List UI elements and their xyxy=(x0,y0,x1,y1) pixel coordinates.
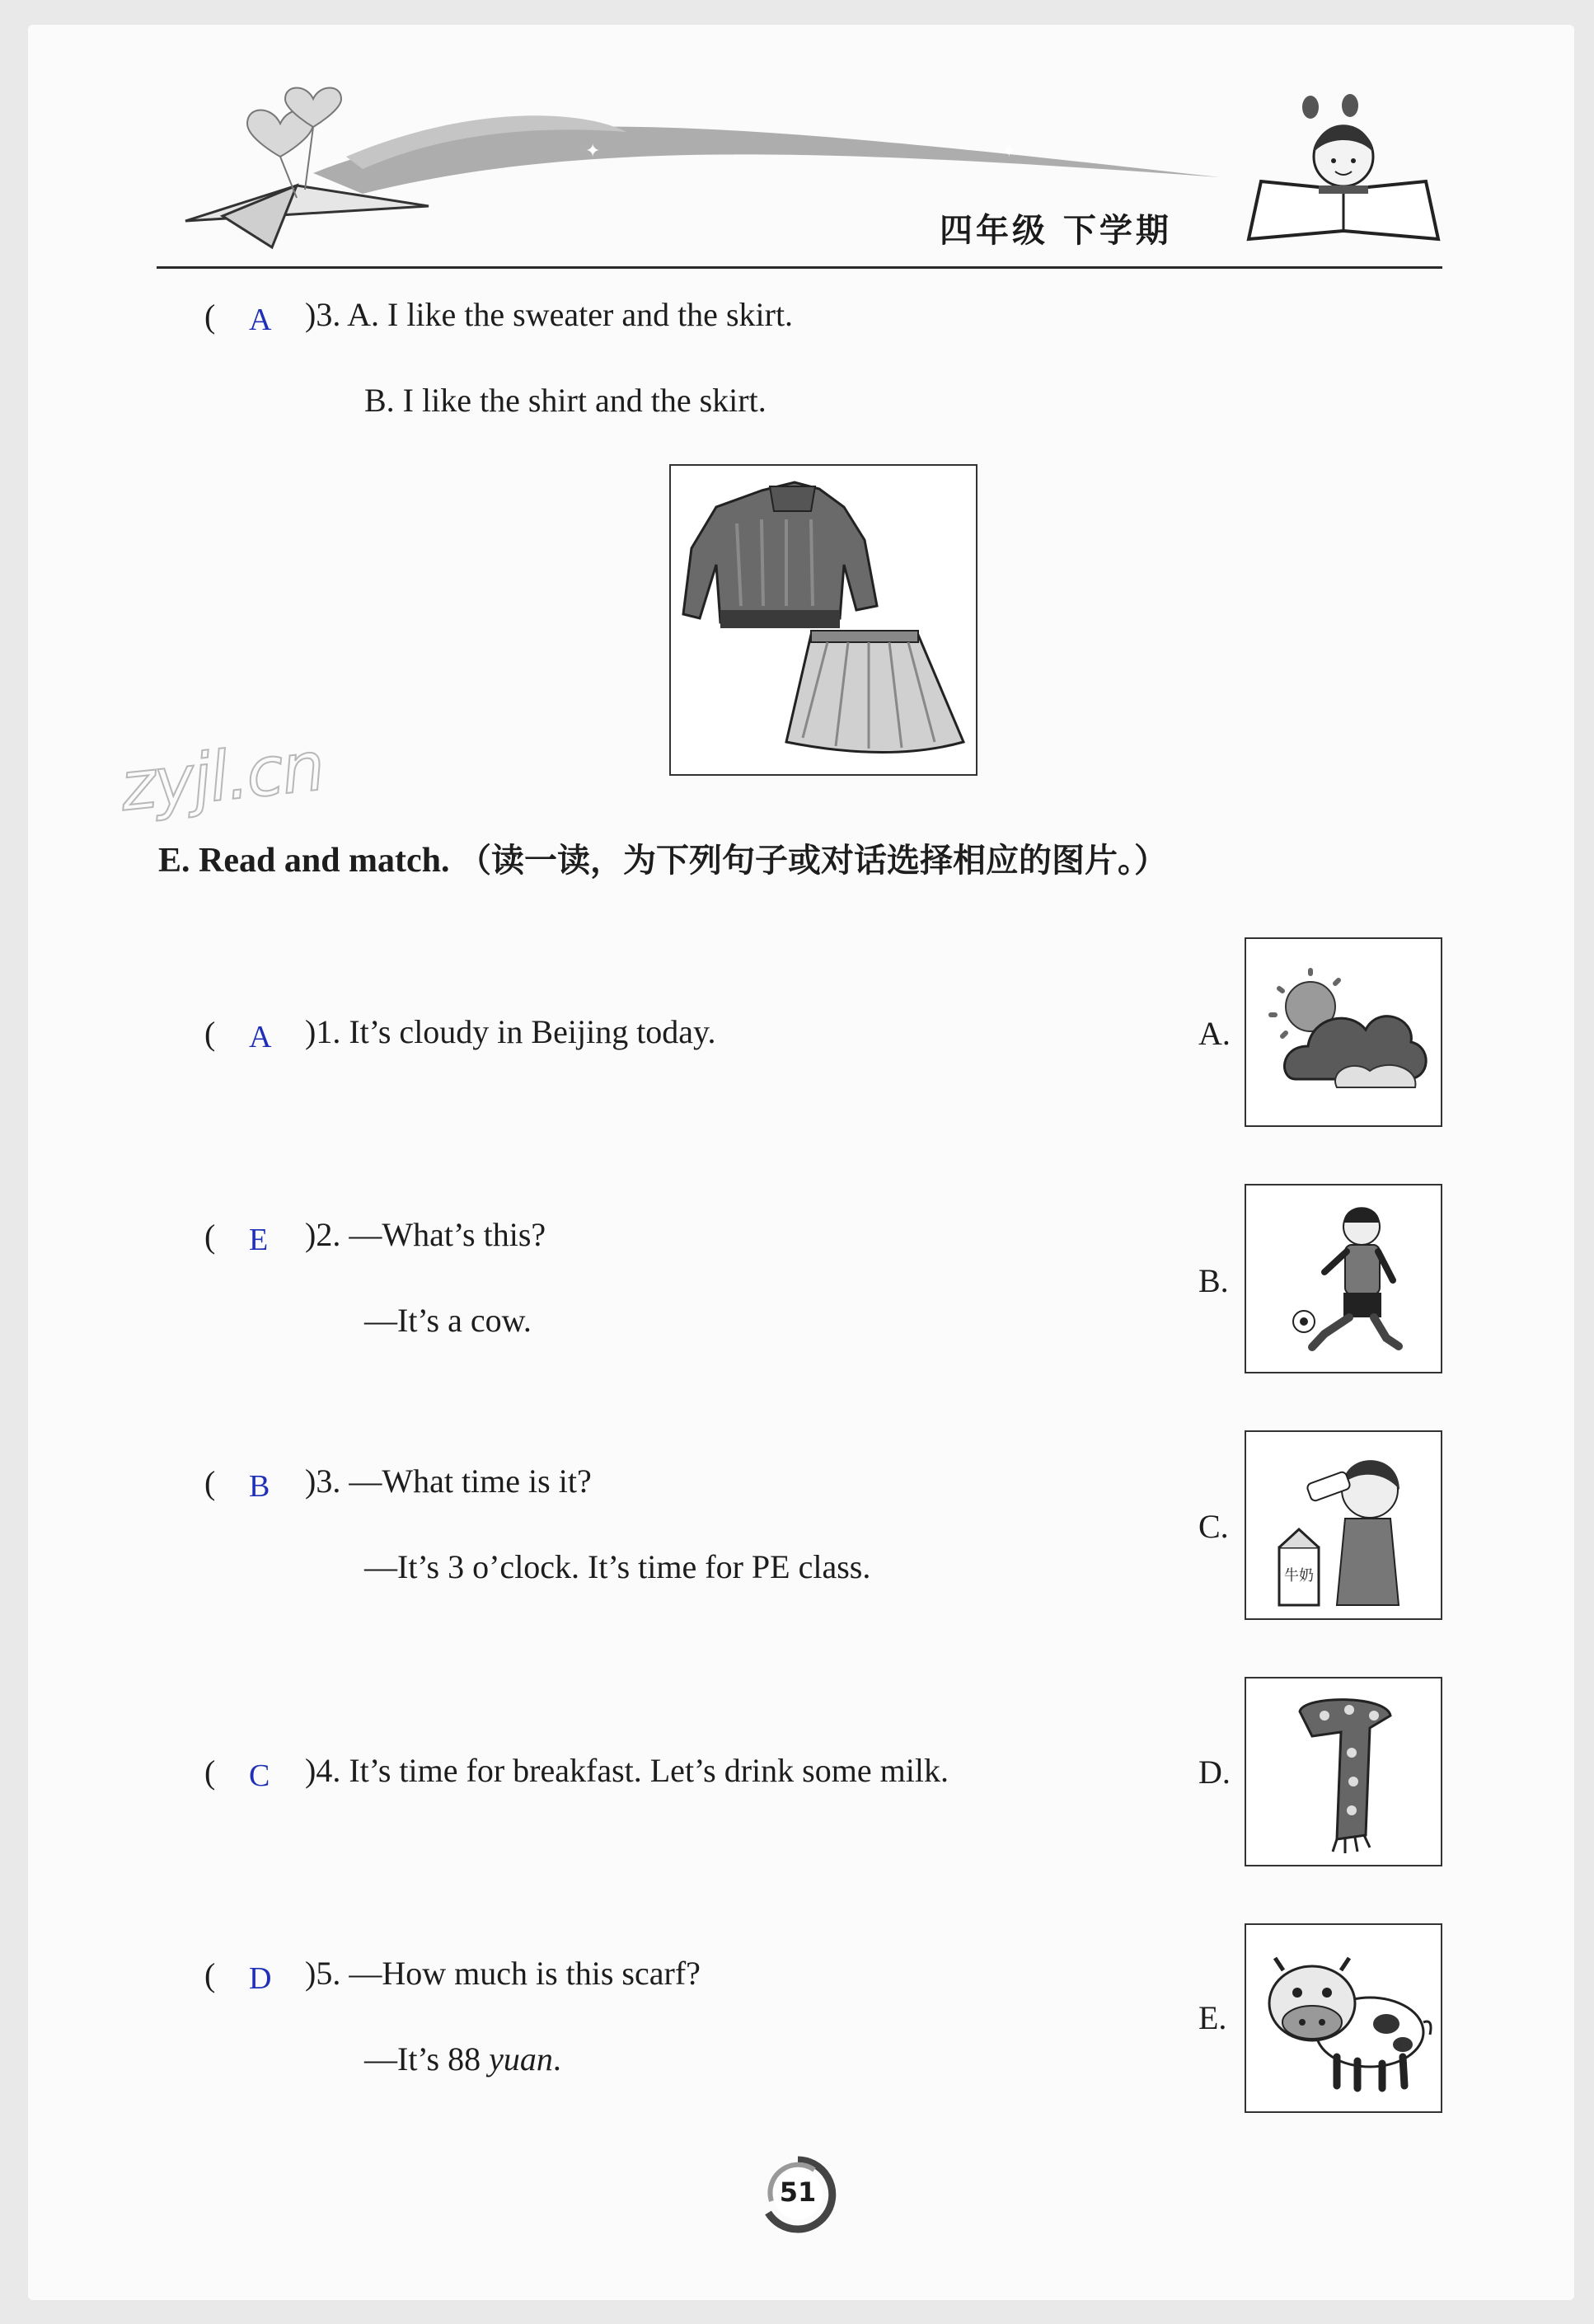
question-e4: )4. It’s time for breakfast. Let’s drink some milk. xyxy=(305,1752,949,1789)
question-e1: )1. It’s cloudy in Beijing today. xyxy=(305,1013,716,1050)
question-d3-option-b: B. I like the shirt and the skirt. xyxy=(364,382,767,419)
answer-e4: C xyxy=(249,1758,270,1793)
cloudy-weather-icon xyxy=(1245,937,1442,1127)
skirt-icon xyxy=(786,631,963,753)
page-number: 51 xyxy=(779,2176,817,2208)
svg-text:✦: ✦ xyxy=(585,141,601,162)
question-e3-line2: —It’s 3 o’clock. It’s time for PE class. xyxy=(364,1548,871,1585)
option-letter-b: B. xyxy=(1198,1262,1229,1299)
section-e-heading: E. Read and match. xyxy=(158,842,450,880)
question-e5-line2-prefix: —It’s 88 xyxy=(364,2040,490,2078)
page-header xyxy=(0,0,1594,280)
cow-icon xyxy=(1245,1923,1442,2113)
option-letter-c: C. xyxy=(1198,1508,1229,1545)
boy-playing-football-icon xyxy=(1245,1184,1442,1373)
sweater-skirt-picture xyxy=(669,464,977,776)
sweater-icon xyxy=(683,482,877,628)
answer-paren-open: ( xyxy=(204,1218,216,1255)
section-e-title xyxy=(158,834,1167,881)
answer-paren-open: ( xyxy=(204,1754,216,1791)
svg-text:✦: ✦ xyxy=(1001,141,1017,162)
page-number-badge xyxy=(757,2153,839,2236)
answer-paren-open: ( xyxy=(204,298,216,335)
answer-e5: D xyxy=(249,1961,272,1996)
answer-paren-open: ( xyxy=(204,1464,216,1501)
option-letter-e: E. xyxy=(1198,1999,1227,2036)
answer-paren-open: ( xyxy=(204,1956,216,1993)
question-e5-line2-suffix: . xyxy=(552,2040,561,2078)
answer-e1: A xyxy=(249,1020,272,1054)
milk-carton-label: 牛奶 xyxy=(1284,1567,1314,1585)
answer-paren-open: ( xyxy=(204,1015,216,1052)
boy-drinking-milk-icon xyxy=(1245,1430,1442,1620)
question-e2-line2: —It’s a cow. xyxy=(364,1302,532,1339)
question-e3-line1: )3. —What time is it? xyxy=(305,1462,592,1500)
answer-e2: E xyxy=(249,1223,269,1257)
girl-reading-book-icon xyxy=(1249,94,1438,239)
watermark: zyjl.cn xyxy=(116,727,327,827)
option-letter-a: A. xyxy=(1198,1015,1231,1052)
question-e5-line2-currency: yuan xyxy=(489,2040,553,2078)
header-rule xyxy=(157,266,1442,269)
question-d3-option-a: )3. A. I like the sweater and the skirt. xyxy=(305,296,794,333)
option-letter-d: D. xyxy=(1198,1754,1231,1791)
header-decoration xyxy=(0,0,1594,280)
question-e5-line1: )5. —How much is this scarf? xyxy=(305,1955,701,1992)
question-e5-line2 xyxy=(364,2040,561,2078)
section-e-instruction: （读一读，为下列句子或对话选择相应的图片。） xyxy=(458,842,1168,880)
answer-e3: B xyxy=(249,1469,270,1504)
grade-label: 四年级 下学期 xyxy=(940,212,1172,250)
scarf-icon xyxy=(1245,1677,1442,1866)
answer-d3: A xyxy=(249,303,272,337)
question-e2-line1: )2. —What’s this? xyxy=(305,1216,546,1253)
